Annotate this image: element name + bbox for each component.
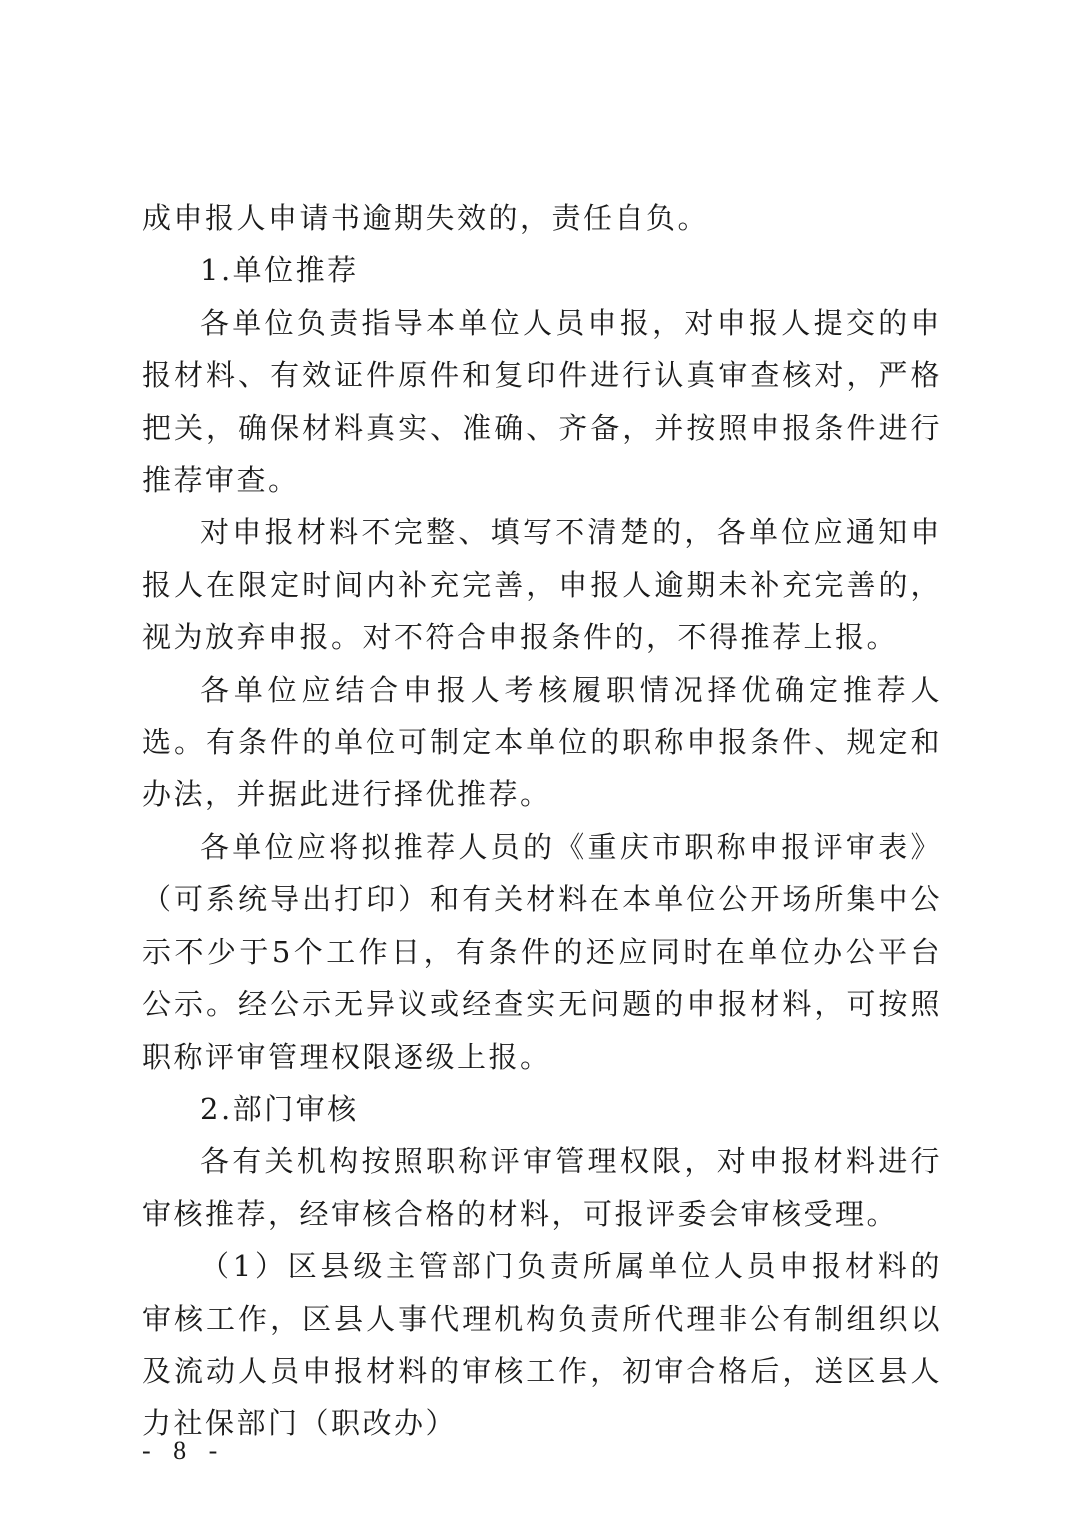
paragraph-institution-review: 各有关机构按照职称评审管理权限，对申报材料进行审核推荐，经审核合格的材料，可报评委会审核受理。 bbox=[142, 1144, 942, 1231]
document-body bbox=[142, 192, 942, 1450]
paragraph-selection: 各单位应结合申报人考核履职情况择优确定推荐人选。有条件的单位可制定本单位的职称申报条件、规定和办法，并据此进行择优推荐。 bbox=[142, 672, 942, 812]
heading-department-review: 2.部门审核 bbox=[200, 1091, 359, 1126]
paragraph-district-review: （1）区县级主管部门负责所属单位人员申报材料的审核工作，区县人事代理机构负责所代理非公有制组织以及流动人员申报材料的审核工作，初审合格后，送区县人力社保部门（职改办） bbox=[142, 1249, 942, 1441]
paragraph-public-notice: 各单位应将拟推荐人员的《重庆市职称申报评审表》（可系统导出打印）和有关材料在本单位公开场所集中公示不少于5个工作日，有条件的还应同时在单位办公平台公示。经公示无异议或经查实无问题的申报材料，可按照职称评审管理权限逐级上报。 bbox=[142, 829, 942, 1074]
page-number: - 8 - bbox=[142, 1436, 226, 1465]
paragraph-unit-guidance: 各单位负责指导本单位人员申报，对申报人提交的申报材料、有效证件原件和复印件进行认真审查核对，严格把关，确保材料真实、准确、齐备，并按照申报条件进行推荐审查。 bbox=[142, 305, 942, 498]
paragraph-incomplete-materials: 对申报材料不完整、填写不清楚的，各单位应通知申报人在限定时间内补充完善，申报人逾期未补充完善的，视为放弃申报。对不符合申报条件的，不得推荐上报。 bbox=[142, 515, 942, 655]
heading-unit-recommendation: 1.单位推荐 bbox=[200, 253, 359, 288]
paragraph-continuation: 成申报人申请书逾期失效的，责任自负。 bbox=[142, 201, 710, 235]
